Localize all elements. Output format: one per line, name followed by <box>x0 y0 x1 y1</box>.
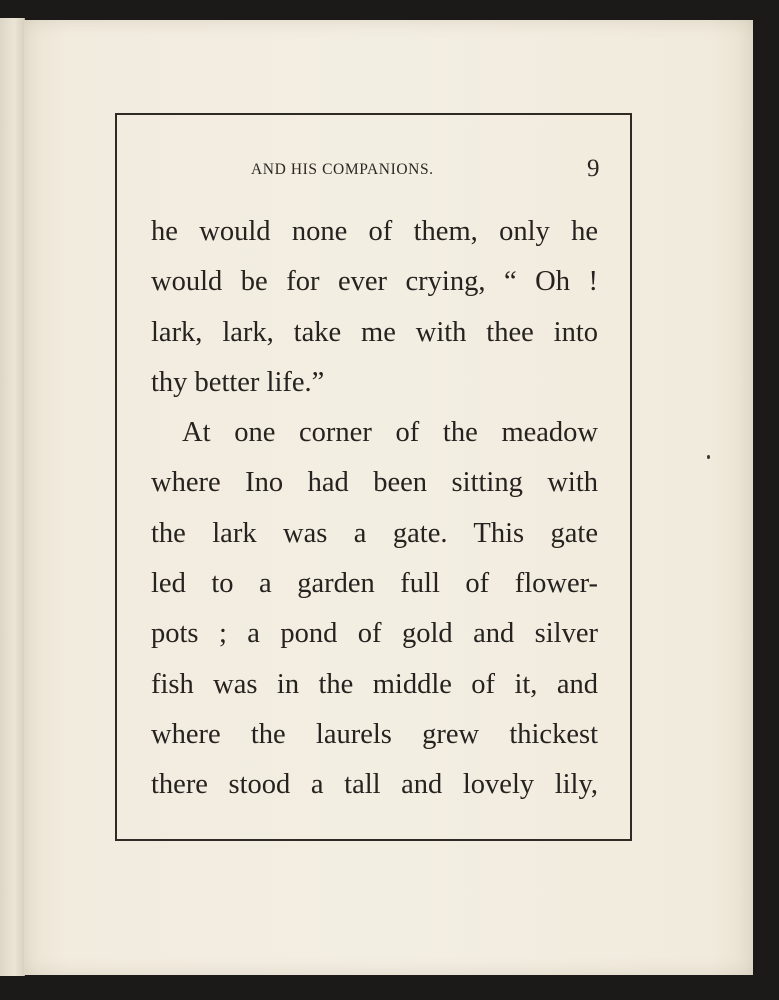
text-line: fish was in the middle of it, and <box>151 668 598 700</box>
text-line: where the laurels grew thickest <box>151 718 598 750</box>
text-line: the lark was a gate. This gate <box>151 517 598 549</box>
paper-speck <box>707 455 710 459</box>
book-page <box>24 20 753 975</box>
text-frame <box>115 113 632 841</box>
running-head <box>117 155 630 183</box>
text-line: he would none of them, only he <box>151 216 598 247</box>
text-line: would be for ever crying, “ Oh ! <box>151 266 598 298</box>
running-title: AND HIS COMPANIONS. <box>251 161 434 178</box>
text-line: where Ino had been sitting with <box>151 467 598 499</box>
text-line: there stood a tall and lovely lily, <box>151 769 598 801</box>
body-text <box>151 207 598 811</box>
page-number: 9 <box>587 155 600 182</box>
text-line: pots ; a pond of gold and silver <box>151 618 598 650</box>
facing-page-edge <box>0 18 25 976</box>
text-line: led to a garden full of flower- <box>151 568 598 600</box>
text-line: lark, lark, take me with thee into <box>151 316 598 348</box>
text-line: At one corner of the meadow <box>182 417 598 449</box>
text-line: thy better life.” <box>151 366 325 398</box>
